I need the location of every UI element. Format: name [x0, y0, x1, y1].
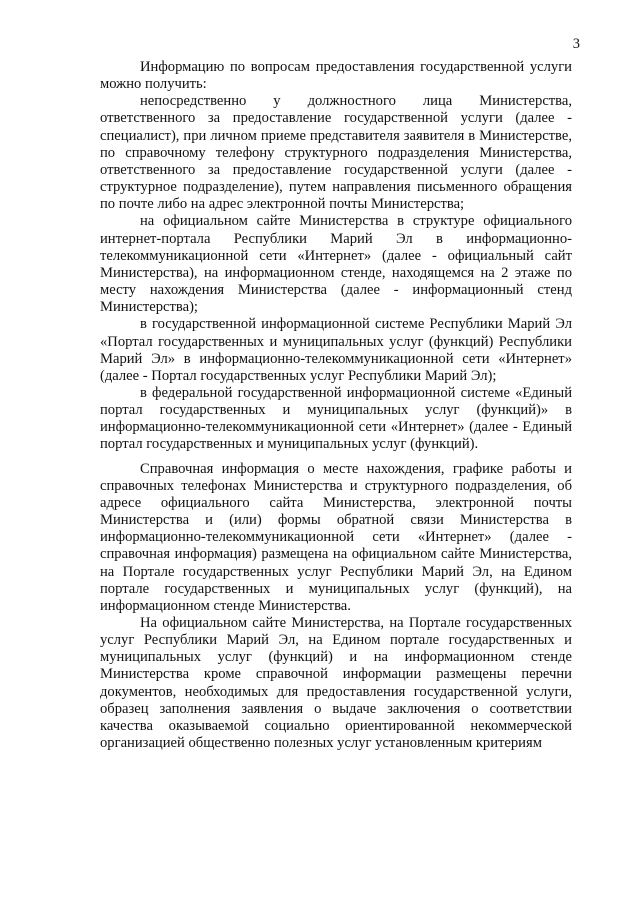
paragraph-federal-portal: в федеральной государственной информационной системе «Единый портал государственных и муниципальных услуг (функций)» в информационно-телекоммуникационной сети «Интернет» (далее - Единый портал государственных и муниципальных услуг (функций). [100, 384, 572, 453]
paragraph-reference-info: Справочная информация о месте нахождения, графике работы и справочных телефонах Министерства и структурного подразделения, об адресе официального сайта Министерства, электронной почты Министерства и (или) формы обратной связи Министерства в информационно-телекоммуникационной сети «Интернет» (далее - справочная информация) размещена на официальном сайте Министерства, на Портале государственных услуг Республики Марий Эл, на Едином портале государственных и муниципальных услуг (функций), на информационном стенде Министерства. [100, 460, 572, 614]
paragraph-published-documents: На официальном сайте Министерства, на Портале государственных услуг Республики Марий Эл, на Едином портале государственных и муниципальных услуг (функций) и на информационном стенде Министерства кроме справочной информации размещены перечни документов, необходимых для предоставления государственной услуги, образец заполнения заявления о выдаче заключения о соответствии качества оказываемой социально ориентированной некоммерческой организацией общественно полезных услуг установленным критериям [100, 615, 572, 752]
body-text [100, 59, 572, 752]
paragraph-official-site: на официальном сайте Министерства в структуре официального интернет-портала Республики Марий Эл в информационно-телекоммуникационной сети «Интернет» (далее - официальный сайт Министерства), на информационном стенде, находящемся на 2 этаже по месту нахождения Министерства (далее - информационный стенд Министерства); [100, 213, 572, 316]
paragraph-info-intro: Информацию по вопросам предоставления государственной услуги можно получить: [100, 59, 572, 93]
paragraph-specialist: непосредственно у должностного лица Министерства, ответственного за предоставление государственной услуги (далее - специалист), при личном приеме представителя заявителя в Министерстве, по справочному телефону структурного подразделения Министерства, ответственного за предоставление государственной услуги (далее - структурное подразделение), путем направления письменного обращения по почте либо на адрес электронной почты Министерства; [100, 93, 572, 213]
paragraph-regional-portal: в государственной информационной системе Республики Марий Эл «Портал государственных и муниципальных услуг (функций) Республики Марий Эл» в информационно-телекоммуникационной сети «Интернет» (далее - Портал государственных услуг Республики Марий Эл); [100, 316, 572, 384]
page-number: 3 [572, 36, 580, 52]
